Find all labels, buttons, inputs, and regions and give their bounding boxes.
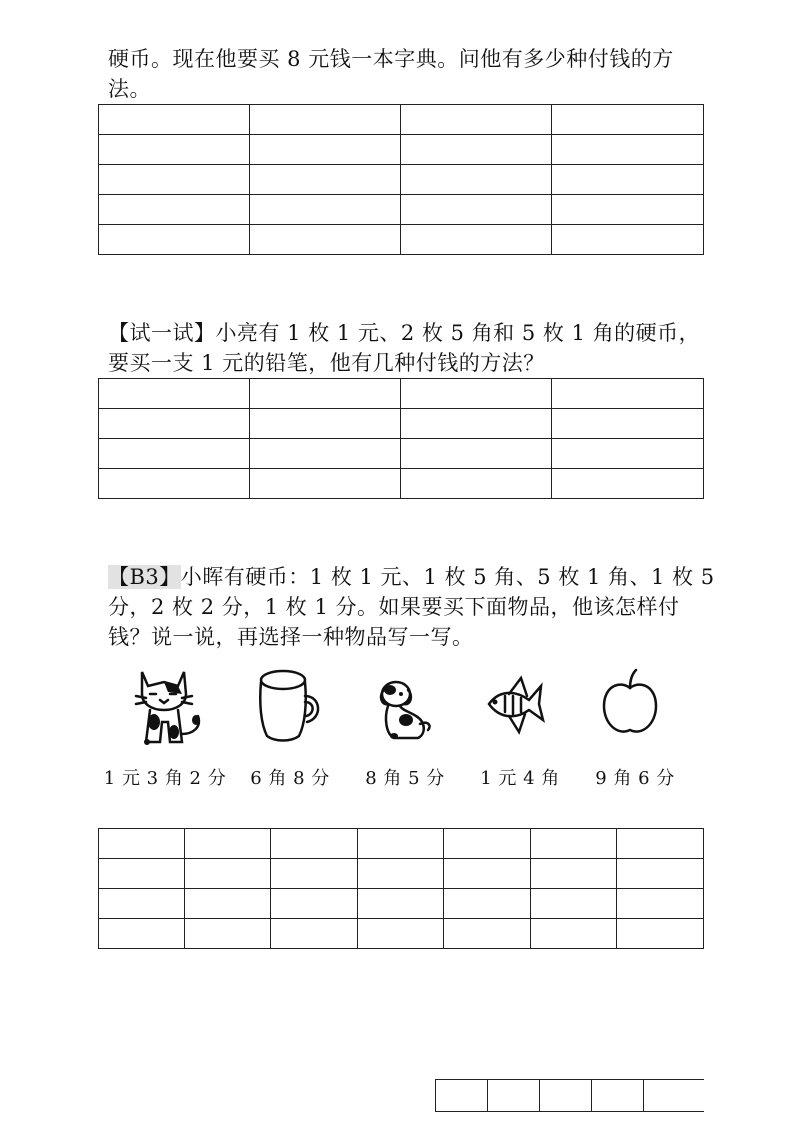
score-box bbox=[435, 1079, 704, 1112]
table-cell[interactable] bbox=[99, 469, 250, 499]
item-cat bbox=[103, 660, 227, 790]
item-fish bbox=[465, 660, 575, 790]
table-cell[interactable] bbox=[250, 195, 401, 225]
table-cell[interactable] bbox=[185, 919, 271, 949]
table-cell[interactable] bbox=[552, 439, 704, 469]
table-cell[interactable] bbox=[99, 195, 250, 225]
b3-tag: 【B3】 bbox=[108, 565, 181, 589]
table-cell[interactable] bbox=[250, 225, 401, 255]
b3-line2: 分，2 枚 2 分，1 枚 1 分。如果要买下面物品，他该怎样付 bbox=[108, 595, 680, 619]
table-cell[interactable] bbox=[531, 919, 617, 949]
table-cell[interactable] bbox=[99, 379, 250, 409]
table-cell[interactable] bbox=[617, 889, 704, 919]
table-cell[interactable] bbox=[99, 165, 250, 195]
item-price: 6 角 8 分 bbox=[250, 768, 330, 789]
table-cell[interactable] bbox=[250, 165, 401, 195]
table-cell[interactable] bbox=[401, 105, 552, 135]
answer-table-2 bbox=[98, 378, 704, 499]
table-cell[interactable] bbox=[358, 829, 444, 859]
table-cell[interactable] bbox=[444, 859, 531, 889]
table-cell[interactable] bbox=[552, 379, 704, 409]
table-cell[interactable] bbox=[250, 469, 401, 499]
table-cell[interactable] bbox=[99, 439, 250, 469]
table-cell[interactable] bbox=[401, 195, 552, 225]
table-cell[interactable] bbox=[99, 225, 250, 255]
score-cell[interactable] bbox=[540, 1080, 592, 1112]
cat-icon bbox=[120, 660, 210, 750]
table-cell[interactable] bbox=[401, 439, 552, 469]
table-row bbox=[436, 1080, 704, 1112]
table-row bbox=[99, 409, 704, 439]
problem-continued-line1: 硬币。现在他要买 8 元钱一本字典。问他有多少种付钱的方 bbox=[108, 47, 674, 71]
table-cell[interactable] bbox=[552, 165, 704, 195]
table-cell[interactable] bbox=[552, 105, 704, 135]
table-cell[interactable] bbox=[444, 829, 531, 859]
table-row bbox=[99, 919, 704, 949]
problem-continued-line2: 法。 bbox=[108, 77, 151, 101]
table-cell[interactable] bbox=[401, 135, 552, 165]
table-row bbox=[99, 829, 704, 859]
item-price: 1 元 3 角 2 分 bbox=[103, 768, 227, 789]
table-row bbox=[99, 379, 704, 409]
table-cell[interactable] bbox=[444, 889, 531, 919]
score-cell[interactable] bbox=[592, 1080, 644, 1112]
apple-icon bbox=[590, 660, 680, 750]
cup-icon bbox=[245, 660, 335, 750]
table-cell[interactable] bbox=[617, 859, 704, 889]
try-it-line2: 要买一支 1 元的铅笔，他有几种付钱的方法？ bbox=[108, 351, 545, 375]
dog-icon bbox=[360, 660, 450, 750]
table-cell[interactable] bbox=[617, 919, 704, 949]
table-cell[interactable] bbox=[99, 829, 185, 859]
table-cell[interactable] bbox=[271, 829, 358, 859]
table-cell[interactable] bbox=[444, 919, 531, 949]
answer-table-1 bbox=[98, 104, 704, 255]
table-cell[interactable] bbox=[401, 409, 552, 439]
table-cell[interactable] bbox=[99, 889, 185, 919]
table-cell[interactable] bbox=[250, 105, 401, 135]
b3-line1 bbox=[108, 562, 715, 592]
score-cell[interactable] bbox=[436, 1080, 488, 1112]
table-row bbox=[99, 195, 704, 225]
table-cell[interactable] bbox=[358, 919, 444, 949]
item-price: 9 角 6 分 bbox=[595, 768, 675, 789]
item-dog bbox=[350, 660, 460, 790]
table-cell[interactable] bbox=[99, 105, 250, 135]
table-cell[interactable] bbox=[250, 439, 401, 469]
answer-table-3 bbox=[98, 828, 704, 949]
table-row bbox=[99, 165, 704, 195]
b3-line3: 钱？说一说，再选择一种物品写一写。 bbox=[108, 625, 474, 649]
table-row bbox=[99, 439, 704, 469]
table-cell[interactable] bbox=[271, 889, 358, 919]
table-cell[interactable] bbox=[99, 919, 185, 949]
try-it-line1: 【试一试】小亮有 1 枚 1 元、2 枚 5 角和 5 枚 1 角的硬币， bbox=[108, 321, 701, 345]
table-row bbox=[99, 135, 704, 165]
table-row bbox=[99, 225, 704, 255]
item-apple bbox=[580, 660, 690, 790]
table-cell[interactable] bbox=[358, 859, 444, 889]
b3-line1-text: 小晖有硬币：1 枚 1 元、1 枚 5 角、5 枚 1 角、1 枚 5 bbox=[180, 565, 715, 589]
table-cell[interactable] bbox=[271, 859, 358, 889]
table-cell[interactable] bbox=[552, 135, 704, 165]
table-cell[interactable] bbox=[531, 829, 617, 859]
table-cell[interactable] bbox=[250, 409, 401, 439]
table-cell[interactable] bbox=[401, 225, 552, 255]
table-row bbox=[99, 469, 704, 499]
table-cell[interactable] bbox=[552, 225, 704, 255]
item-price: 8 角 5 分 bbox=[365, 768, 445, 789]
table-cell[interactable] bbox=[99, 135, 250, 165]
table-cell[interactable] bbox=[99, 409, 250, 439]
table-cell[interactable] bbox=[185, 859, 271, 889]
table-cell[interactable] bbox=[99, 859, 185, 889]
fish-icon bbox=[475, 660, 565, 750]
table-cell[interactable] bbox=[531, 889, 617, 919]
table-cell[interactable] bbox=[401, 165, 552, 195]
table-row bbox=[99, 105, 704, 135]
table-cell[interactable] bbox=[401, 379, 552, 409]
score-cell[interactable] bbox=[488, 1080, 540, 1112]
item-price: 1 元 4 角 bbox=[480, 768, 560, 789]
item-cup bbox=[235, 660, 345, 790]
table-cell[interactable] bbox=[250, 135, 401, 165]
table-cell[interactable] bbox=[271, 919, 358, 949]
item-row bbox=[103, 660, 680, 790]
table-row bbox=[99, 889, 704, 919]
table-cell[interactable] bbox=[552, 409, 704, 439]
table-cell[interactable] bbox=[531, 859, 617, 889]
table-row bbox=[99, 859, 704, 889]
table-cell[interactable] bbox=[552, 195, 704, 225]
table-cell[interactable] bbox=[617, 829, 704, 859]
table-cell[interactable] bbox=[185, 889, 271, 919]
score-cell[interactable] bbox=[644, 1080, 704, 1112]
table-cell[interactable] bbox=[185, 829, 271, 859]
table-cell[interactable] bbox=[552, 469, 704, 499]
table-cell[interactable] bbox=[250, 379, 401, 409]
table-cell[interactable] bbox=[358, 889, 444, 919]
table-cell[interactable] bbox=[401, 469, 552, 499]
